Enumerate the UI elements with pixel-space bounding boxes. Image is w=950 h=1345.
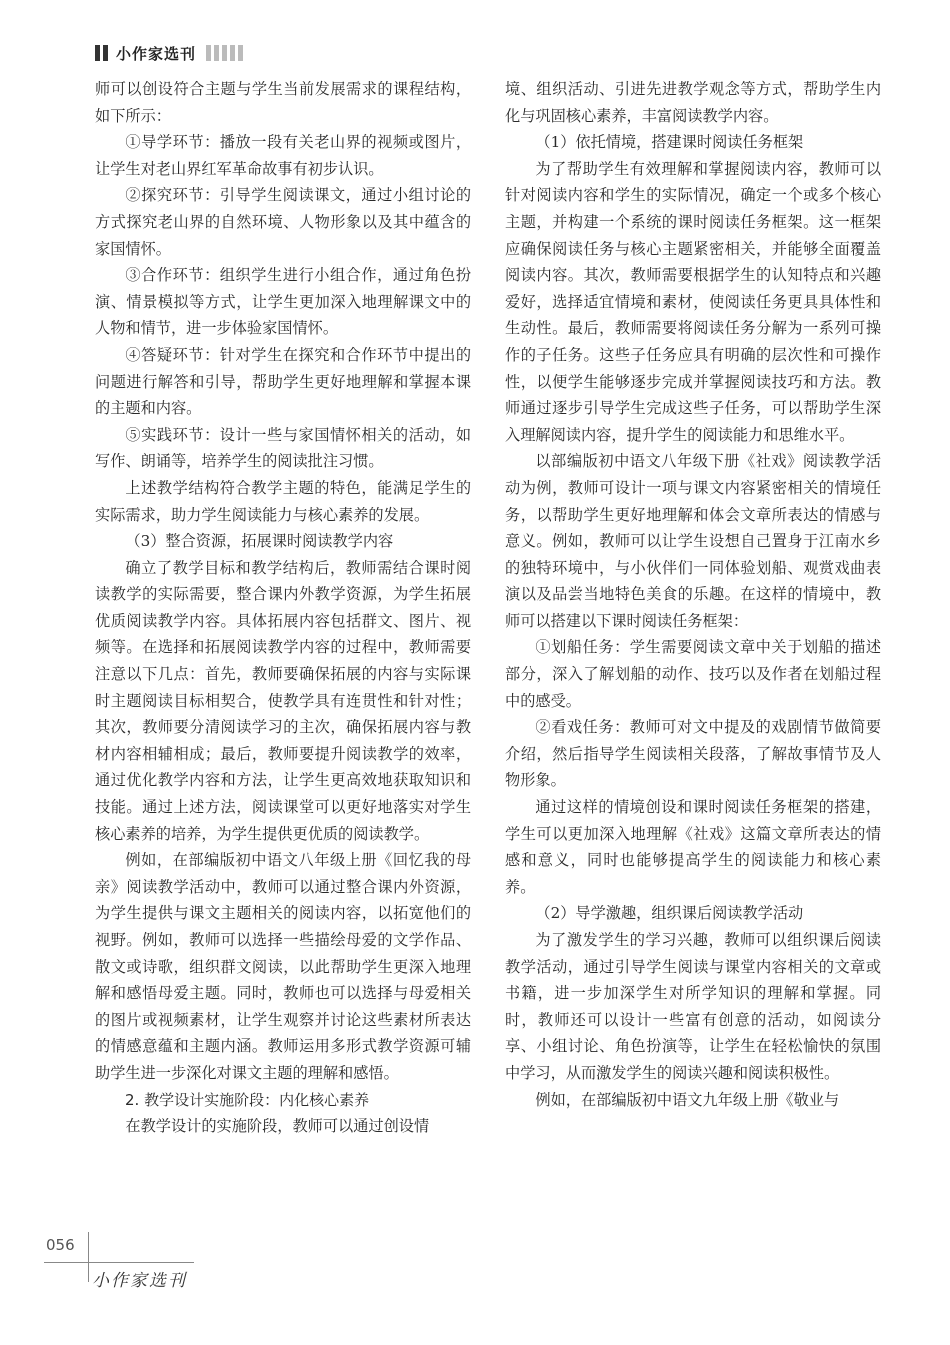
paragraph: ②探究环节：引导学生阅读课文，通过小组讨论的方式探究老山界的自然环境、人物形象以及其中蕴含的家国情怀。 [95, 186, 471, 258]
paragraph: 为了帮助学生有效理解和掌握阅读内容，教师可以针对阅读内容和学生的实际情况，确定一个或多个核心主题，并构建一个系统的课时阅读任务框架。这一框架应确保阅读任务与核心主题紧密相关，并能够全面覆盖阅读内容。其次，教师需要根据学生的认知特点和兴趣爱好，选择适宜情境和素材，使阅读任务更具具体性和生动性。最后，教师需要将阅读任务分解为一系列可操作的子任务。这些子任务应具有明确的层次性和可操作性，以便学生能够逐步完成并掌握阅读技巧和方法。教师通过逐步引导学生完成这些子任务，可以帮助学生深入理解阅读内容，提升学生的阅读能力和思维水平。 [505, 159, 881, 444]
paragraph: 例如，在部编版初中语文九年级上册《敬业与 [535, 1090, 840, 1109]
running-header [95, 40, 243, 66]
right-column [505, 76, 881, 1113]
subheading: （3）整合资源，拓展课时阅读教学内容 [125, 532, 394, 551]
journal-title: 小作家选刊 [116, 44, 197, 63]
footer-divider-vertical [88, 1232, 89, 1282]
paragraph: ④答疑环节：针对学生在探究和合作环节中提出的问题进行解答和引导，帮助学生更好地理解和掌握本课的主题和内容。 [95, 345, 471, 418]
paragraph: 上述教学结构符合教学主题的特色，能满足学生的实际需求，助力学生阅读能力与核心素养的发展。 [95, 478, 471, 524]
paragraph: 例如，在部编版初中语文八年级上册《回忆我的母亲》阅读教学活动中，教师可以通过整合课内外资源，为学生提供与课文主题相关的阅读内容，以拓宽他们的视野。例如，教师可以选择一些描绘母爱的文学作品、散文或诗歌，组织群文阅读，以此帮助学生更深入地理解和感悟母爱主题。同时，教师也可以选择与母爱相关的图片或视频素材，让学生观察并讨论这些素材所表达的情感意蕴和主题内涵。教师运用多形式教学资源可辅助学生进一步深化对课文主题的理解和感悟。 [95, 851, 471, 1082]
subheading: （1）依托情境，搭建课时阅读任务框架 [535, 133, 804, 152]
section-heading: 2. 教学设计实施阶段：内化核心素养 [125, 1090, 370, 1109]
left-column [95, 76, 471, 1140]
paragraph: 通过这样的情境创设和课时阅读任务框架的搭建，学生可以更加深入地理解《社戏》这篇文章所表达的情感和意义，同时也能够提高学生的阅读能力和核心素养。 [505, 798, 881, 896]
paragraph: ①导学环节：播放一段有关老山界的视频或图片，让学生对老山界红军革命故事有初步认识。 [95, 133, 471, 178]
paragraph: ⑤实践环节：设计一些与家国情怀相关的活动，如写作、朗诵等，培养学生的阅读批注习惯。 [95, 425, 471, 471]
paragraph: ②看戏任务：教师可对文中提及的戏剧情节做简要介绍，然后指导学生阅读相关段落，了解故事情节及人物形象。 [505, 718, 881, 790]
header-bars-light-icon [206, 45, 243, 61]
page-number: 056 [46, 1236, 75, 1254]
paragraph: 确立了教学目标和教学结构后，教师需结合课时阅读教学的实际需要，整合课内外教学资源，为学生拓展优质阅读教学内容。具体拓展内容包括群文、图片、视频等。在选择和拓展阅读教学内容的过程中，教师需要注意以下几点：首先，教师要确保拓展的内容与实际课时主题阅读目标相契合，使教学具有连贯性和针对性；其次，教师要分清阅读学习的主次，确保拓展内容与教材内容相辅相成；最后，教师要提升阅读教学的效率，通过优化教学内容和方法，让学生更高效地获取知识和技能。通过上述方法，阅读课堂可以更好地落实对学生核心素养的培养，为学生提供更优质的阅读教学。 [95, 558, 471, 843]
paragraph: 为了激发学生的学习兴趣，教师可以组织课后阅读教学活动，通过引导学生阅读与课堂内容相关的文章或书籍，进一步加深学生对所学知识的理解和掌握。同时，教师还可以设计一些富有创意的活动，如阅读分享、小组讨论、角色扮演等，让学生在轻松愉快的氛围中学习，从而激发学生的阅读兴趣和阅读积极性。 [505, 931, 881, 1082]
paragraph: ①划船任务：学生需要阅读文章中关于划船的描述部分，深入了解划船的动作、技巧以及作者在划船过程中的感受。 [505, 638, 881, 710]
paragraph: 境、组织活动、引进先进教学观念等方式，帮助学生内化与巩固核心素养，丰富阅读教学内容。 [505, 80, 881, 125]
paragraph: 以部编版初中语文八年级下册《社戏》阅读教学活动为例，教师可设计一项与课文内容紧密相关的情境任务，以帮助学生更好地理解和体会文章所表达的情感与意义。例如，教师可以让学生设想自己置身于江南水乡的独特环境中，与小伙伴们一同体验划船、观赏戏曲表演以及品尝当地特色美食的乐趣。在这样的情境中，教师可以搭建以下课时阅读任务框架： [505, 452, 881, 630]
header-bars-dark-icon [95, 45, 108, 61]
footer-logo: 小作家选刊 [92, 1271, 187, 1291]
paragraph: 师可以创设符合主题与学生当前发展需求的课程结构，如下所示： [95, 80, 471, 125]
subheading: （2）导学激趣，组织课后阅读教学活动 [535, 904, 804, 923]
footer-divider-horizontal [44, 1262, 194, 1263]
paragraph: ③合作环节：组织学生进行小组合作，通过角色扮演、情景模拟等方式，让学生更加深入地理解课文中的人物和情节，进一步体验家国情怀。 [95, 266, 471, 338]
paragraph: 在教学设计的实施阶段，教师可以通过创设情 [125, 1117, 430, 1136]
